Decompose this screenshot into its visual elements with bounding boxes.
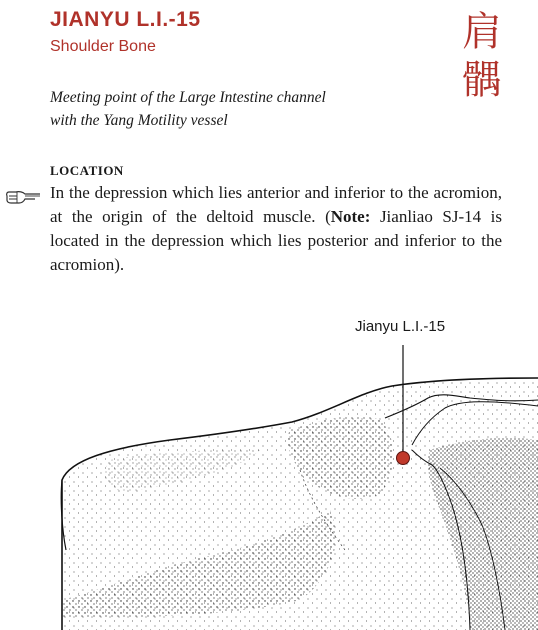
pointing-hand-icon <box>5 188 41 206</box>
shoulder-illustration <box>0 300 538 630</box>
note-label: Note: <box>330 207 371 226</box>
chinese-char-2: 髃 <box>462 57 502 103</box>
description-line-1: Meeting point of the Large Intestine channel <box>50 89 326 106</box>
location-text-start: In the depression which lies anterior and inferior to the acromion, at the origin of the deltoid muscle. ( <box>50 183 502 226</box>
location-text-end: Jianliao SJ-14 is located in the depression which lies posterior and inferior to the acromion). <box>50 207 502 274</box>
point-title: JIANYU L.I.-15 <box>50 8 201 31</box>
location-heading: LOCATION <box>50 163 124 178</box>
point-description <box>50 86 410 132</box>
description-line-2: with the Yang Motility vessel <box>50 112 228 129</box>
chinese-char-1: 肩 <box>462 9 502 55</box>
acupoint-marker <box>397 452 410 465</box>
location-text <box>50 181 502 277</box>
point-label: Jianyu L.I.-15 <box>355 318 446 335</box>
chinese-characters <box>456 8 508 104</box>
point-subtitle: Shoulder Bone <box>50 38 156 55</box>
